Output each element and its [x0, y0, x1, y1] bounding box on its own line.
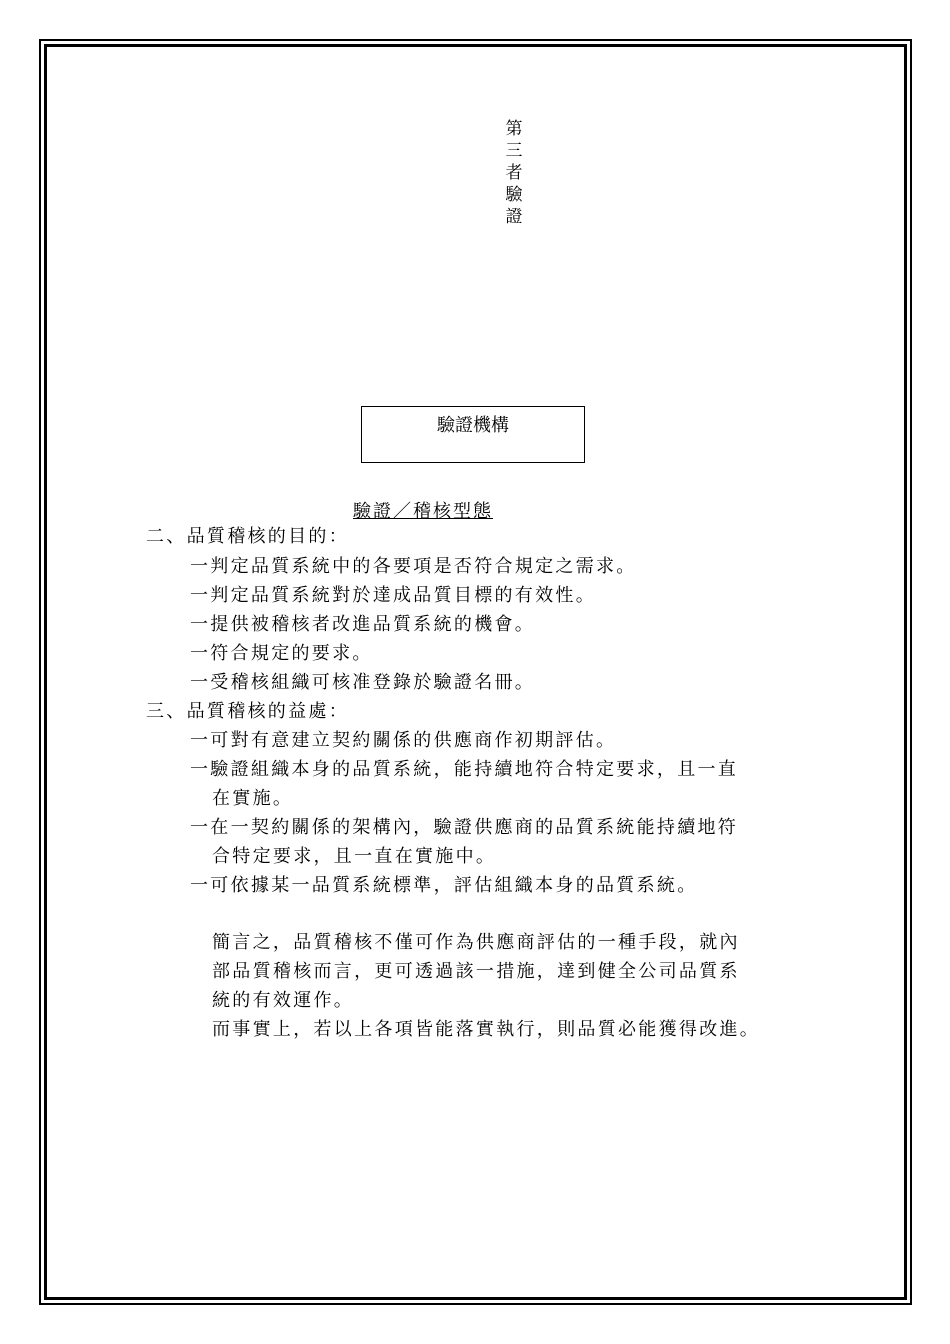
section3-item: 一可依據某一品質系統標準，評估組織本身的品質系統。: [190, 875, 698, 896]
section3-heading: 三、品質稽核的益處：: [146, 701, 349, 722]
section3-item: 一驗證組織本身的品質系統，能持續地符合特定要求，且一直: [190, 759, 739, 780]
section3-item-continued: 在實施。: [212, 788, 294, 809]
section2-item: 一符合規定的要求。: [190, 643, 373, 664]
section2-item: 一判定品質系統中的各要項是否符合規定之需求。: [190, 556, 637, 577]
summary-line: 而事實上，若以上各項皆能落實執行，則品質必能獲得改進。: [212, 1019, 761, 1040]
section2-item: 一提供被稽核者改進品質系統的機會。: [190, 614, 536, 635]
summary-line: 部品質稽核而言，更可透過該一措施，達到健全公司品質系: [212, 961, 740, 982]
agency-box: [361, 406, 585, 463]
section2-heading: 二、品質稽核的目的：: [146, 526, 349, 547]
section3-item: 一在一契約關係的架構內，驗證供應商的品質系統能持續地符: [190, 817, 739, 838]
section3-item: 一可對有意建立契約關係的供應商作初期評估。: [190, 730, 617, 751]
diagram-caption: 驗證／稽核型態: [353, 501, 493, 522]
section3-item-continued: 合特定要求，且一直在實施中。: [212, 846, 497, 867]
section2-item: 一受稽核組織可核准登錄於驗證名冊。: [190, 672, 536, 693]
vertical-title: 第三者驗證: [505, 119, 523, 227]
summary-line: 簡言之，品質稽核不僅可作為供應商評估的一種手段，就內: [212, 932, 740, 953]
agency-box-label: 驗證機構: [437, 415, 509, 436]
section2-item: 一判定品質系統對於達成品質目標的有效性。: [190, 585, 596, 606]
summary-line: 統的有效運作。: [212, 990, 355, 1011]
